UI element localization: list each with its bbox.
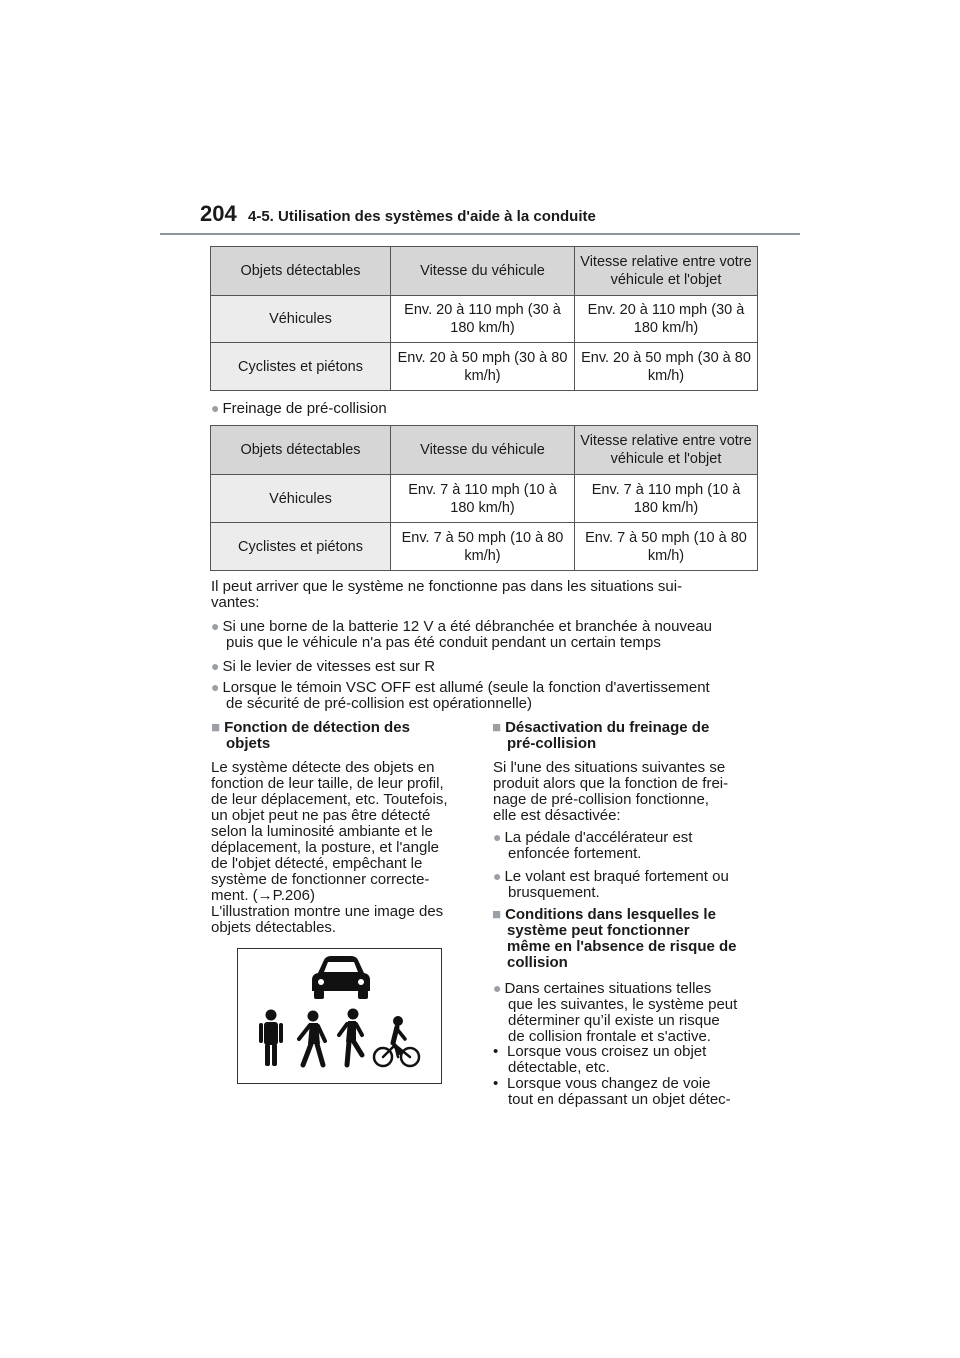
right-subitem-line: Lorsque vous croisez un objet — [507, 1043, 707, 1060]
right-body-line: nage de pré-collision fonctionne, — [493, 791, 709, 808]
table-header: Vitesse du véhicule — [391, 247, 575, 296]
table-cell: Cyclistes et piétons — [211, 343, 391, 391]
table-cell: Env. 20 à 50 mph (30 à 80 km/h) — [391, 343, 575, 391]
table-header: Vitesse relative entre votre véhicule et l'objet — [575, 247, 758, 296]
right-bullet-line: de collision frontale et s'active. — [508, 1028, 711, 1045]
right-bullet-line: La pédale d'accélérateur est — [504, 829, 693, 846]
section-preco — [211, 400, 387, 417]
pedestrian-running-icon — [339, 1009, 362, 1066]
right-bullet — [493, 868, 763, 901]
table-cell: Env. 20 à 110 mph (30 à 180 km/h) — [391, 296, 575, 343]
right-heading-1 — [492, 720, 762, 752]
section-preco-label: Freinage de pré-collision — [222, 400, 387, 417]
illustration-svg — [238, 949, 441, 1083]
right-body-line: Si l'une des situations suivantes se — [493, 759, 726, 776]
table-cell: Cyclistes et piétons — [211, 523, 391, 571]
table-cell: Véhicules — [211, 296, 391, 343]
intro-bullet-line: puis que le véhicule n'a pas été conduit pendant un certain temps — [226, 634, 661, 651]
right-body-line: elle est désactivée: — [493, 807, 621, 824]
right-bullet-line: Le volant est braqué fortement ou — [504, 868, 729, 885]
intro-bullet-line: Si le levier de vitesses est sur R — [222, 658, 436, 675]
table-cell: Véhicules — [211, 475, 391, 523]
left-body-line: de leur déplacement, etc. Toutefois, — [211, 791, 448, 808]
table-header: Vitesse relative entre votre véhicule et l'objet — [575, 426, 758, 475]
car-icon — [312, 956, 370, 999]
left-body-line: de l'objet détecté, empêchant le — [211, 855, 423, 872]
right-heading-line: collision — [507, 954, 568, 971]
intro-bullet-line: de sécurité de pré-collision est opérationnelle) — [226, 695, 533, 712]
square-icon: ■ — [211, 719, 221, 736]
right-body-line: produit alors que la fonction de frei- — [493, 775, 729, 792]
table-cell: Env. 7 à 110 mph (10 à 180 km/h) — [575, 475, 758, 523]
square-icon: ■ — [492, 906, 502, 923]
left-body-line: système de fonctionner correcte- — [211, 871, 430, 888]
right-bullet-line: enfoncée fortement. — [508, 845, 642, 862]
left-body-line: un objet peut ne pas être détecté — [211, 807, 431, 824]
page-reference-link[interactable]: ment. (→P.206) — [211, 887, 315, 904]
dash-icon: • — [493, 1043, 499, 1060]
speed-table-1 — [210, 246, 758, 391]
right-subitem — [493, 1076, 763, 1108]
table-cell: Env. 20 à 110 mph (30 à 180 km/h) — [575, 296, 758, 343]
left-body-line: fonction de leur taille, de leur profil, — [211, 775, 444, 792]
right-subitem-line: Lorsque vous changez de voie — [507, 1075, 711, 1092]
left-body-line: L'illustration montre une image des — [211, 903, 444, 920]
right-bullet-line: Dans certaines situations telles — [504, 980, 712, 997]
bullet-icon: ● — [211, 658, 220, 674]
right-subitem-line: détectable, etc. — [508, 1059, 610, 1076]
intro-bullet-line: Lorsque le témoin VSC OFF est allumé (seule la fonction d'avertissement — [222, 679, 710, 696]
intro-bullet — [211, 658, 771, 675]
right-subitem — [493, 1044, 763, 1076]
right-heading-2 — [492, 907, 762, 971]
chapter-title: 4-5. Utilisation des systèmes d'aide à la conduite — [248, 208, 596, 225]
intro-paragraph — [211, 579, 771, 611]
right-heading-line: Conditions dans lesquelles le — [505, 906, 716, 923]
square-icon: ■ — [492, 719, 502, 736]
dash-icon: • — [493, 1075, 499, 1092]
left-heading-line: Fonction de détection des — [224, 719, 410, 736]
left-heading-line: objets — [226, 735, 271, 752]
right-bullet-line: que les suivantes, le système peut — [508, 996, 738, 1013]
table-cell: Env. 7 à 50 mph (10 à 80 km/h) — [575, 523, 758, 571]
detectable-objects-illustration — [237, 948, 442, 1084]
cyclist-icon — [374, 1016, 419, 1066]
pedestrian-walking-icon — [299, 1011, 325, 1066]
table-cell: Env. 20 à 50 mph (30 à 80 km/h) — [575, 343, 758, 391]
left-body — [211, 760, 481, 936]
right-heading-line: même en l'absence de risque de — [507, 938, 737, 955]
intro-line: Il peut arriver que le système ne fonctionne pas dans les situations sui- — [211, 578, 683, 595]
table-cell: Env. 7 à 50 mph (10 à 80 km/h) — [391, 523, 575, 571]
intro-line: vantes: — [211, 594, 260, 611]
right-subitem-line: tout en dépassant un objet détec- — [508, 1091, 731, 1108]
left-body-line: objets détectables. — [211, 919, 337, 936]
right-bullet — [493, 980, 763, 1045]
right-body-1 — [493, 760, 763, 824]
page-number: 204 — [200, 201, 237, 226]
left-heading — [211, 720, 471, 752]
right-heading-line: pré-collision — [507, 735, 597, 752]
right-bullet-line: déterminer qu’il existe un risque — [508, 1012, 720, 1029]
right-heading-line: système peut fonctionner — [507, 922, 690, 939]
table-header: Objets détectables — [211, 247, 391, 296]
intro-bullet — [211, 618, 771, 651]
pedestrian-standing-icon — [259, 1010, 283, 1067]
table-header: Vitesse du véhicule — [391, 426, 575, 475]
right-bullet — [493, 829, 763, 862]
header-rule — [160, 233, 800, 235]
speed-table-2 — [210, 425, 758, 571]
right-bullet-line: brusquement. — [508, 884, 600, 901]
bullet-icon: ● — [493, 868, 502, 884]
intro-bullet — [211, 679, 771, 712]
intro-bullet-line: Si une borne de la batterie 12 V a été débranchée et branchée à nouveau — [222, 618, 713, 635]
bullet-icon: ● — [211, 618, 220, 634]
table-header: Objets détectables — [211, 426, 391, 475]
bullet-icon: ● — [493, 829, 502, 845]
left-body-line: Le système détecte des objets en — [211, 759, 435, 776]
bullet-icon: ● — [211, 400, 220, 416]
right-heading-line: Désactivation du freinage de — [505, 719, 710, 736]
table-cell: Env. 7 à 110 mph (10 à 180 km/h) — [391, 475, 575, 523]
bullet-icon: ● — [493, 980, 502, 996]
left-body-line: déplacement, la posture, et l'angle — [211, 839, 440, 856]
left-body-line: selon la luminosité ambiante et le — [211, 823, 433, 840]
bullet-icon: ● — [211, 679, 220, 695]
